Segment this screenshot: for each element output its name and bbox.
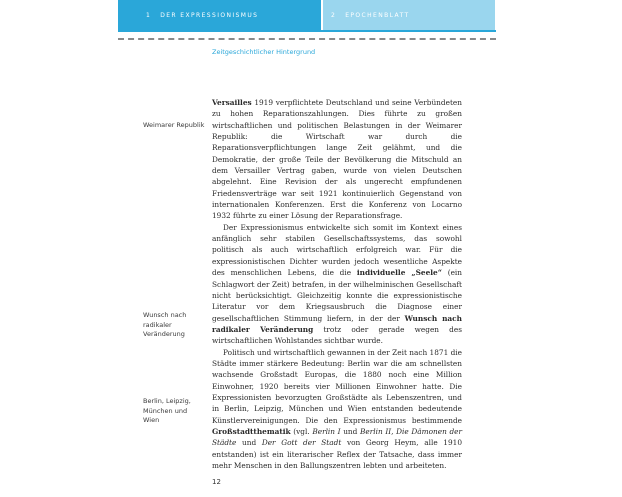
paragraph-text: Der Expressionismus entwickelte sich somit im Kontext eines anfänglich sehr stabilen Gesellschaftssystems, das sowohl politisch als auch wirtschaftlich erfolgreich war. Für die expressionistischen Dichter wurden jedoch wesentliche Aspekte des menschlichen Lebens, die die bbox=[212, 222, 462, 278]
chapter-title: DER EXPRESSIONISMUS bbox=[160, 11, 259, 19]
keyword-versailles: Versailles bbox=[212, 98, 252, 107]
keyword-seele: individuelle „Seele“ bbox=[356, 268, 442, 278]
chapter-number: 1 bbox=[146, 11, 152, 19]
header-rule bbox=[118, 30, 496, 32]
keyword-grossstadtthematik: Großstadtthematik bbox=[212, 426, 291, 436]
paragraph-expressionismus bbox=[212, 222, 462, 347]
paragraph-grossstadt bbox=[212, 347, 462, 472]
body-text bbox=[212, 97, 462, 471]
paragraph-text: 1919 verpflichtete Deutschland und seine Verbündeten zu hohen Reparationszahlungen. Dies führte zu großen wirtschaftlichen und politischen Belastungen in der Weimarer Republik: die Wirtschaft war durch die Reparationsverpflichtungen lange Zeit gelähmt, und die Demokratie, der große Teile der Bevölkerung die Mitschuld an dem Versailler Vertrag gaben, wurde von vielen Deutschen abgelehnt. Eine Revision der als ungerecht empfundenen Friedensverträge war seit 1921 kontinuierlich Gegenstand von internationalen Konferenzen. Erst die Konferenz von Locarno 1932 führte zu einer Lösung der Reparationsfrage. bbox=[212, 98, 462, 221]
paragraph-text: (vgl. bbox=[290, 426, 313, 436]
paragraph-text: Politisch und wirtschaftlich gewannen in der Zeit nach 1871 die Städte immer stärkere Bedeutung: Berlin war die am schnellsten wachsende Großstadt Europas, die 1880 noch eine Million Einwohner, 1920 bereits vier Millionen Einwohner hatte. Die Expressionisten bevorzugten Großstädte als Lebenszentren, und in Berlin, Leipzig, München und Wien entstanden bedeutende Künstlervereinigungen. Die den Expressionismus bestimmende bbox=[212, 347, 462, 425]
title-gott-der-stadt: Der Gott der Stadt bbox=[261, 438, 342, 448]
paragraph-text: und bbox=[236, 438, 262, 448]
margin-note-veraenderung: Wunsch nach radikaler Veränderung bbox=[143, 311, 187, 338]
title-berlin-1: Berlin I bbox=[312, 426, 341, 436]
margin-note-staedte: Berlin, Leipzig, München und Wien bbox=[143, 397, 191, 424]
chapter-tab-expressionismus bbox=[118, 0, 321, 30]
chapter-title: EPOCHENBLATT bbox=[345, 11, 410, 19]
chapter-number: 2 bbox=[331, 11, 337, 19]
title-berlin-2: Berlin II bbox=[360, 426, 392, 436]
title-daemonen: Die Dämonen der Städte bbox=[212, 426, 463, 448]
page-number: 12 bbox=[212, 478, 221, 486]
dashed-divider bbox=[118, 38, 496, 40]
paragraph-text: , bbox=[391, 426, 397, 436]
paragraph-text: (ein Schlagwort der Zeit) betrafen, in der wilhelminischen Gesellschaft nicht berücksichtigt. Gleichzeitig konnte die expressionistische Literatur vor dem Kriegsausbruch die Diagnose einer gesellschaftlichen Stimmung liefern, in der der bbox=[212, 268, 463, 323]
keyword-veraenderung: Wunsch nach radikaler Veränderung bbox=[212, 313, 462, 334]
paragraph-text: und bbox=[340, 426, 361, 436]
margin-note-weimar: Weimarer Republik bbox=[143, 121, 205, 129]
paragraph-text: von Georg Heym, alle 1910 entstanden) ist ein literarischer Reflex der Tatsache, dass immer mehr Menschen in den Ballungszentren lebten und arbeiteten. bbox=[212, 438, 462, 470]
paragraph-versailles bbox=[212, 97, 462, 222]
section-label: Zeitgeschichtlicher Hintergrund bbox=[212, 48, 316, 56]
paragraph-text: trotz oder gerade wegen des wirtschaftlichen Wohlstandes sichtbar wurde. bbox=[212, 324, 462, 346]
chapter-tab-epochenblatt bbox=[323, 0, 495, 30]
chapter-tab-bar bbox=[0, 0, 622, 30]
